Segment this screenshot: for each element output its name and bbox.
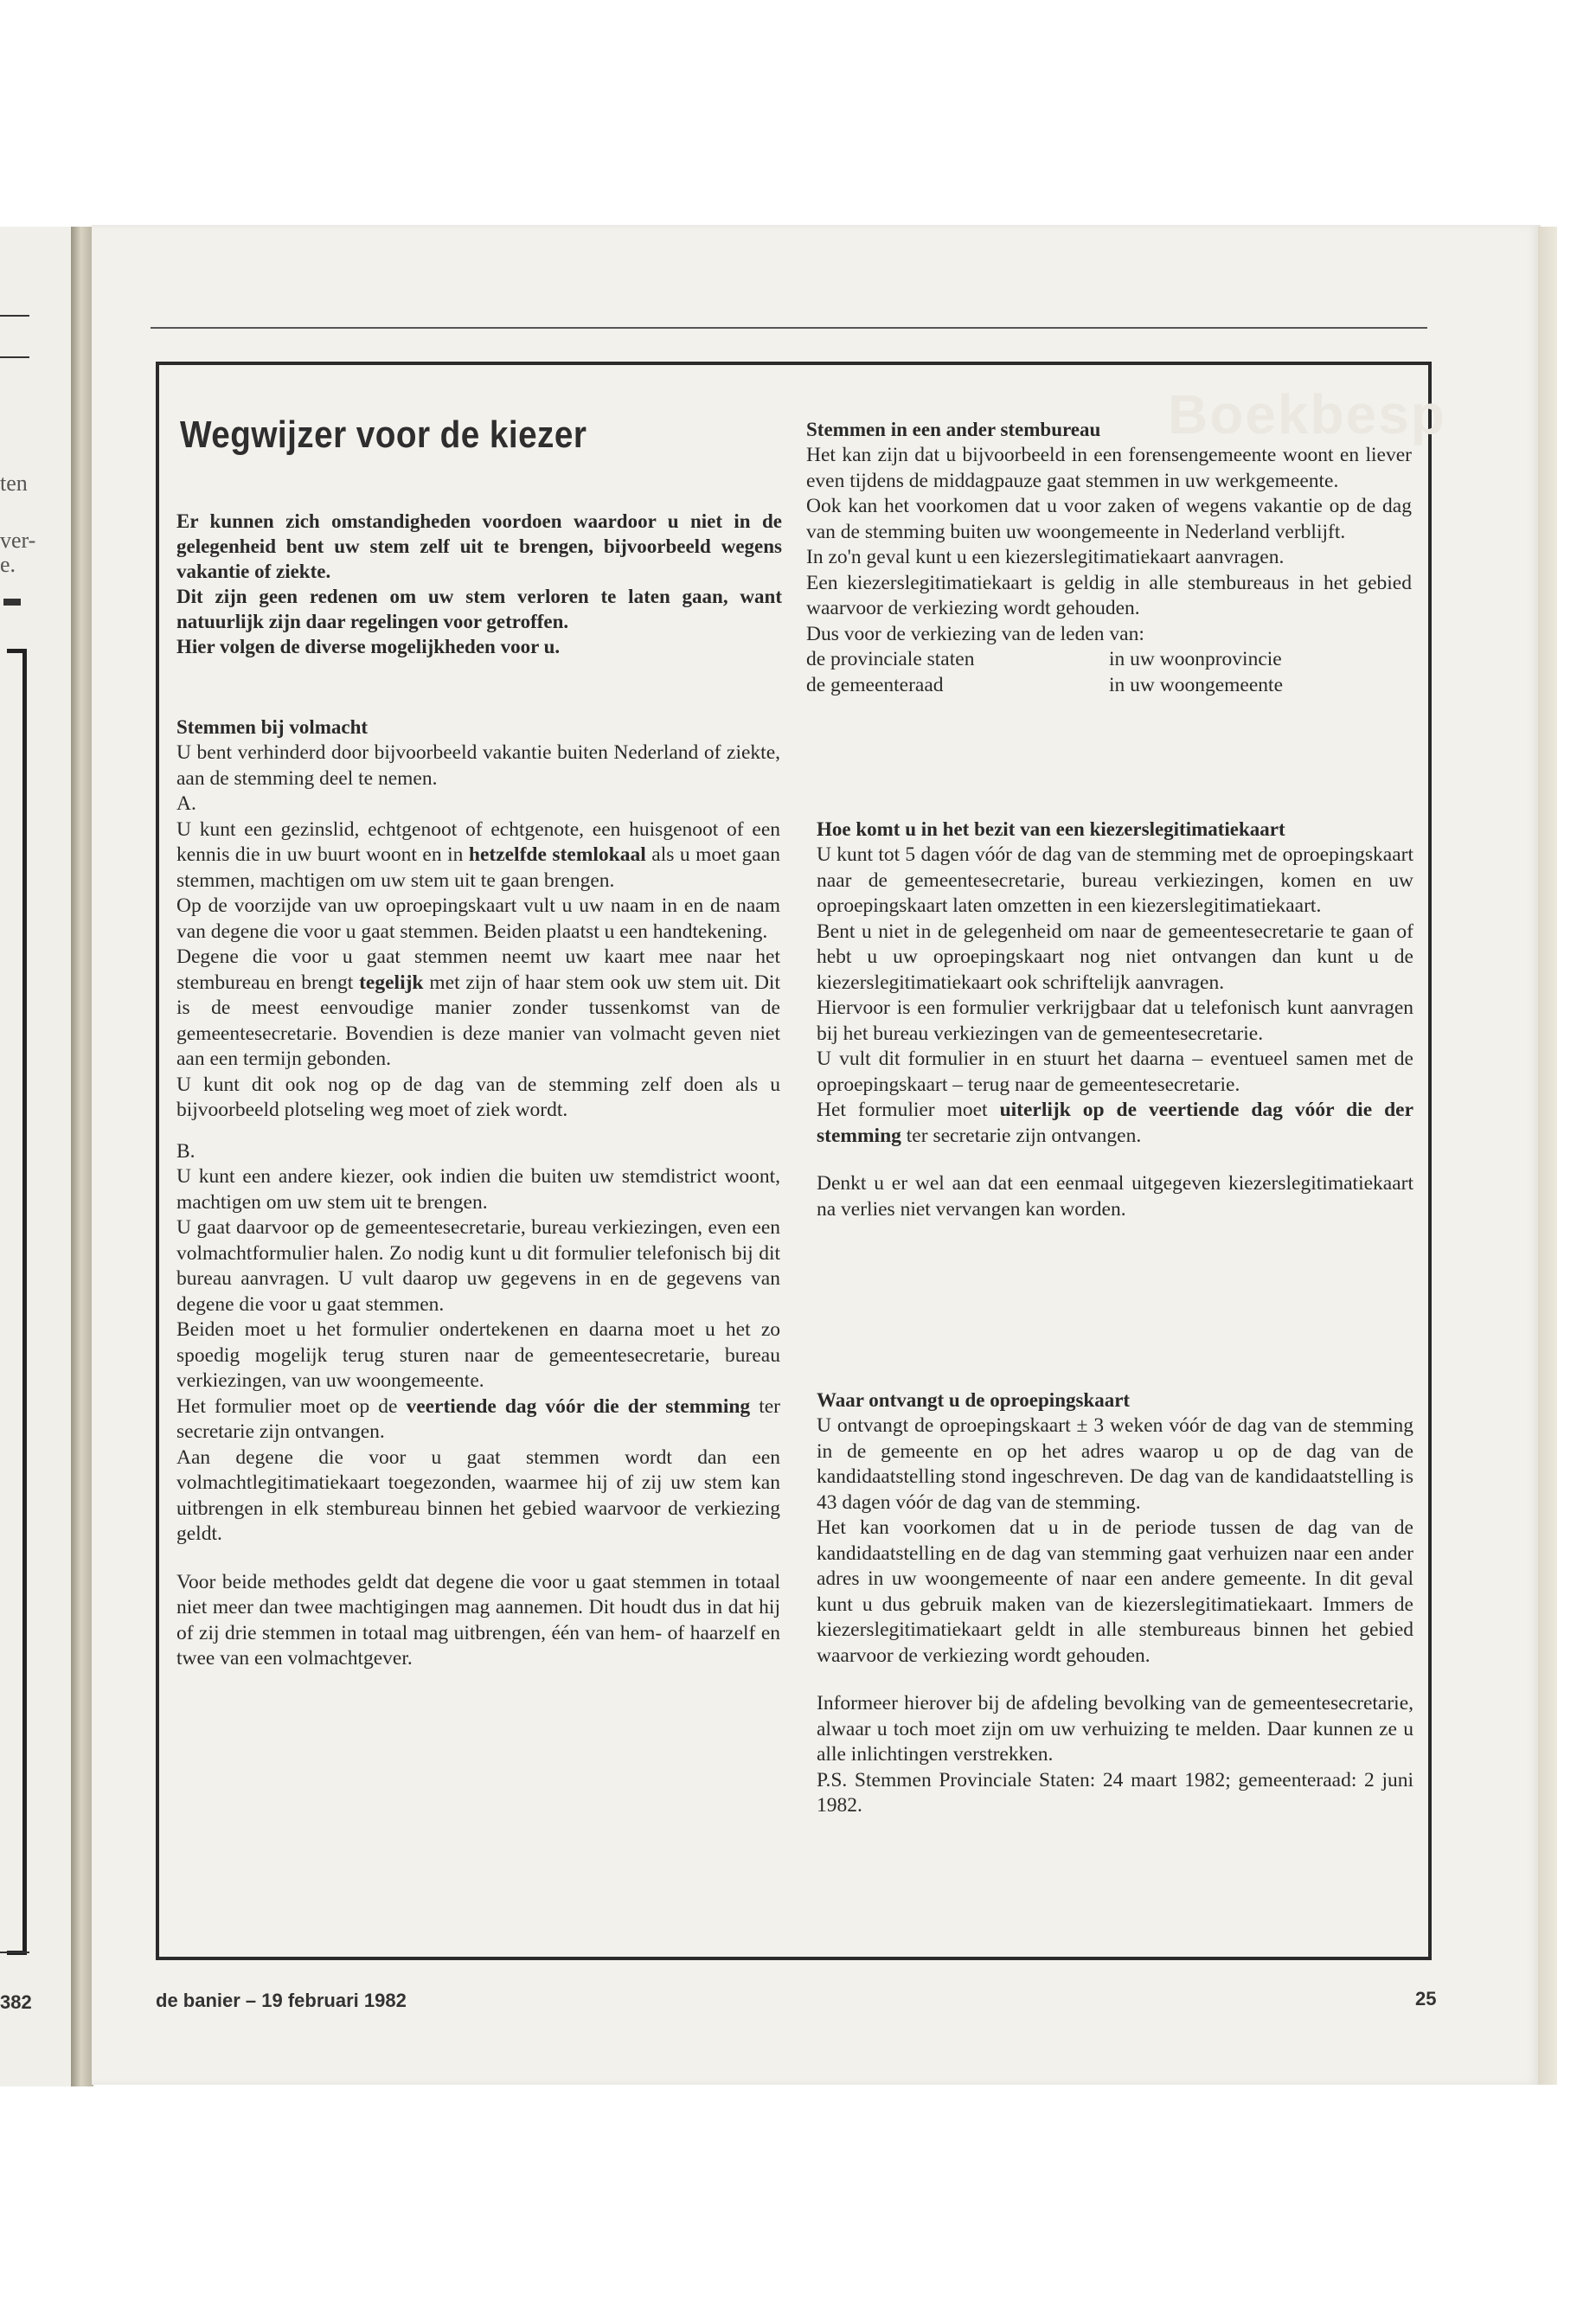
election-row — [806, 673, 1412, 699]
prev-rule — [0, 356, 29, 358]
paragraph: U gaat daarvoor op de gemeentesecretarie, bureau verkiezingen, even een volmachtformulier halen. Zo nodig kunt u dit formulier telefonisch bij dit bureau aanvragen. U vult daarop uw gegevens in en de gegevens van degene die voor u gaat stemmen. — [176, 1216, 780, 1316]
section-heading: Waar ontvangt u de oproepingskaart — [817, 1389, 1131, 1411]
election-area: in uw woongemeente — [1109, 673, 1284, 696]
election-body: de gemeenteraad — [806, 673, 944, 696]
paragraph: U kunt dit ook nog op de dag van de stemming zelf doen als u bijvoorbeeld plotseling weg moet of ziek wordt. — [176, 1073, 780, 1121]
prev-text-fragment: ver- — [0, 528, 36, 553]
prev-rule — [0, 315, 29, 317]
bold-text: tegelijk — [359, 971, 424, 994]
election-row — [806, 647, 1412, 673]
election-area: in uw woonprovincie — [1109, 648, 1282, 670]
paragraph: Informeer hierover bij de afdeling bevolking van de gemeentesecretarie, alwaar u toch moet zijn om uw verhuizing te melden. Daar kunnen ze u alle inlichtingen verstrekken. — [817, 1692, 1413, 1766]
paragraph: Aan degene die voor u gaat stemmen wordt dan een volmachtlegitimatiekaart toegezonden, waarmee hij of zij uw stem kan uitbrengen in elk stembureau binnen het gebied waarvoor de verkiezing geldt. — [176, 1445, 780, 1545]
paragraph: U kunt tot 5 dagen vóór de dag van de stemming met de oproepingskaart naar de gemeentesecretarie, bureau verkiezingen, komen en uw oproepingskaart laten omzetten in een kiezerslegitimatiekaart. — [817, 843, 1413, 917]
paragraph: Hiervoor is een formulier verkrijgbaar dat u telefonisch kunt aanvragen bij het bureau verkiezingen van de gemeentesecretarie. — [817, 997, 1413, 1045]
text: Degene die voor u gaat stemmen neemt uw kaart mee naar het stembureau en brengt — [176, 945, 780, 994]
paragraph: Bent u niet in de gelegenheid om naar de gemeentesecretarie te gaan of hebt u uw oproepingskaart nog niet ontvangen dan kunt u de kiezerslegitimatiekaart ook schriftelijk aanvragen. — [817, 920, 1413, 994]
intro-line: Hier volgen de diverse mogelijkheden voor u. — [176, 636, 561, 657]
paragraph: Op de voorzijde van uw oproepingskaart vult u uw naam in en de naam van degene die voor u gaat stemmen. Beiden plaatst u een handtekening. — [176, 894, 780, 943]
paragraph: In zo'n geval kunt u een kiezerslegitimatiekaart aanvragen. — [806, 546, 1285, 568]
page-binding — [71, 227, 93, 2086]
paragraph: Het kan zijn dat u bijvoorbeeld in een forensengemeente woont en liever even tijdens de middagpauze gaat stemmen in uw werkgemeente. — [806, 444, 1412, 492]
paragraph: U bent verhinderd door bijvoorbeeld vakantie buiten Nederland of ziekte, aan de stemming deel te nemen. — [176, 741, 780, 790]
paragraph: U ontvangt de oproepingskaart ± 3 weken vóór de dag van de stemming in de gemeente en op het adres waarop u op de dag van de kandidaatstelling stond ingeschreven. De dag van de kandidaatstelling is 43 dagen vóór de dag van de stemming. — [817, 1414, 1413, 1514]
text: als u moet gaan stemmen, machtigen om uw stem uit te gaan brengen. — [176, 843, 780, 892]
prev-rule — [0, 1952, 29, 1953]
section-oproepingskaart — [817, 1388, 1413, 1819]
page-edge — [1538, 227, 1557, 2085]
section-heading: Stemmen bij volmacht — [176, 716, 369, 738]
publication-footer: de banier – 19 februari 1982 — [156, 1990, 407, 2011]
section-heading: Stemmen in een ander stembureau — [806, 419, 1101, 440]
paragraph — [176, 945, 780, 1073]
bold-text: uiterlijk op de veertiende dag vóór die der stemming — [817, 1099, 1414, 1147]
prev-text-fragment: e. — [0, 552, 16, 577]
bold-text: hetzelfde stemlokaal — [468, 843, 646, 866]
paragraph: Voor beide methodes geldt dat degene die voor u gaat stemmen in totaal niet meer dan twee machtigingen mag aannemen. Dit houdt dus in dat hij of zij drie stemmen in totaal mag uitbrengen, één van hem- of haarzelf en twee van een volmachtgever. — [176, 1570, 780, 1670]
prev-box-edge — [7, 649, 27, 1955]
section-bezit — [817, 817, 1413, 1222]
text: U kunt een gezinslid, echtgenoot of echtgenote, een huisgenoot of een kennis die in uw buurt woont en in — [176, 817, 780, 866]
paragraph: P.S. Stemmen Provinciale Staten: 24 maart 1982; gemeenteraad: 2 juni 1982. — [817, 1768, 1413, 1817]
section-volmacht — [176, 715, 780, 1672]
paragraph — [176, 817, 780, 894]
intro-paragraph — [176, 509, 782, 659]
bold-text: veertiende dag vóór die der stemming — [406, 1394, 751, 1418]
text: ter secretarie zijn ontvangen. — [906, 1124, 1142, 1147]
paragraph — [176, 1394, 780, 1445]
paragraph: Denkt u er wel aan dat een eenmaal uitgegeven kiezerslegitimatiekaart na verlies niet vervangen kan worden. — [817, 1172, 1413, 1221]
paragraph — [817, 1098, 1413, 1149]
paragraph: U vult dit formulier in en stuurt het daarna – eventueel samen met de oproepingskaart – terug naar de gemeentesecretarie. — [817, 1048, 1413, 1096]
paragraph: U kunt een andere kiezer, ook indien die buiten uw stemdistrict woont, machtigen om uw stem uit te brengen. — [176, 1165, 780, 1214]
paragraph: Ook kan het voorkomen dat u voor zaken of wegens vakantie op de dag van de stemming buiten uw woongemeente in Nederland verblijft. — [806, 495, 1412, 543]
paragraph: Het kan voorkomen dat u in de periode tussen de dag van de kandidaatstelling en de dag van stemming gaat verhuizen naar een ander adres in uw woongemeente of naar een andere gemeente. In dit geval kunt u dus gebruik maken van de kiezerslegitimatiekaart. Immers de kiezerslegitimatiekaart geldt in alle stembureaus binnen het gebied waarvoor de verkiezing wordt gehouden. — [817, 1516, 1413, 1667]
prev-bar — [3, 599, 21, 606]
show-through-text: Boekbesp — [1168, 383, 1446, 445]
paragraph: Dus voor de verkiezing van de leden van: — [806, 622, 1144, 645]
text: ter secretarie zijn ontvangen. — [176, 1394, 780, 1443]
prev-text-fragment: ten — [0, 471, 28, 496]
election-body: de provinciale staten — [806, 648, 975, 670]
article-title: Wegwijzer voor de kiezer — [180, 413, 587, 456]
paragraph: Beiden moet u het formulier ondertekenen en daarna moet u het zo spoedig mogelijk terug sturen naar de gemeentesecretarie, bureau verkiezingen, van uw woongemeente. — [176, 1318, 780, 1392]
text: Het formulier moet op de — [176, 1394, 398, 1418]
section-ander-stembureau — [806, 417, 1412, 698]
section-heading: Hoe komt u in het bezit van een kiezerslegitimatiekaart — [817, 818, 1285, 840]
top-rule — [151, 327, 1427, 329]
page-number: 25 — [1415, 1988, 1437, 2009]
text: Het formulier moet — [817, 1099, 988, 1121]
subsection-label: B. — [176, 1139, 195, 1163]
subsection-label: A. — [176, 792, 196, 815]
prev-page-folio: 382 — [0, 1991, 32, 2013]
previous-page-edge — [0, 227, 77, 2086]
intro-line: Er kunnen zich omstandigheden voordoen waardoor u niet in de gelegenheid bent uw stem zelf uit te brengen, bijvoorbeeld wegens vakantie of ziekte. — [176, 510, 782, 582]
paragraph: Een kiezerslegitimatiekaart is geldig in alle stembureaus in het gebied waarvoor de verkiezing wordt gehouden. — [806, 571, 1412, 619]
text: met zijn of haar stem ook uw stem uit. Dit is de meest eenvoudige manier zonder tussenkomst van de gemeentesecretarie. Bovendien is deze manier van volmacht geven niet aan een termijn gebonden. — [176, 971, 780, 1070]
intro-line: Dit zijn geen redenen om uw stem verloren te laten gaan, want natuurlijk zijn daar regelingen voor getroffen. — [176, 586, 782, 632]
